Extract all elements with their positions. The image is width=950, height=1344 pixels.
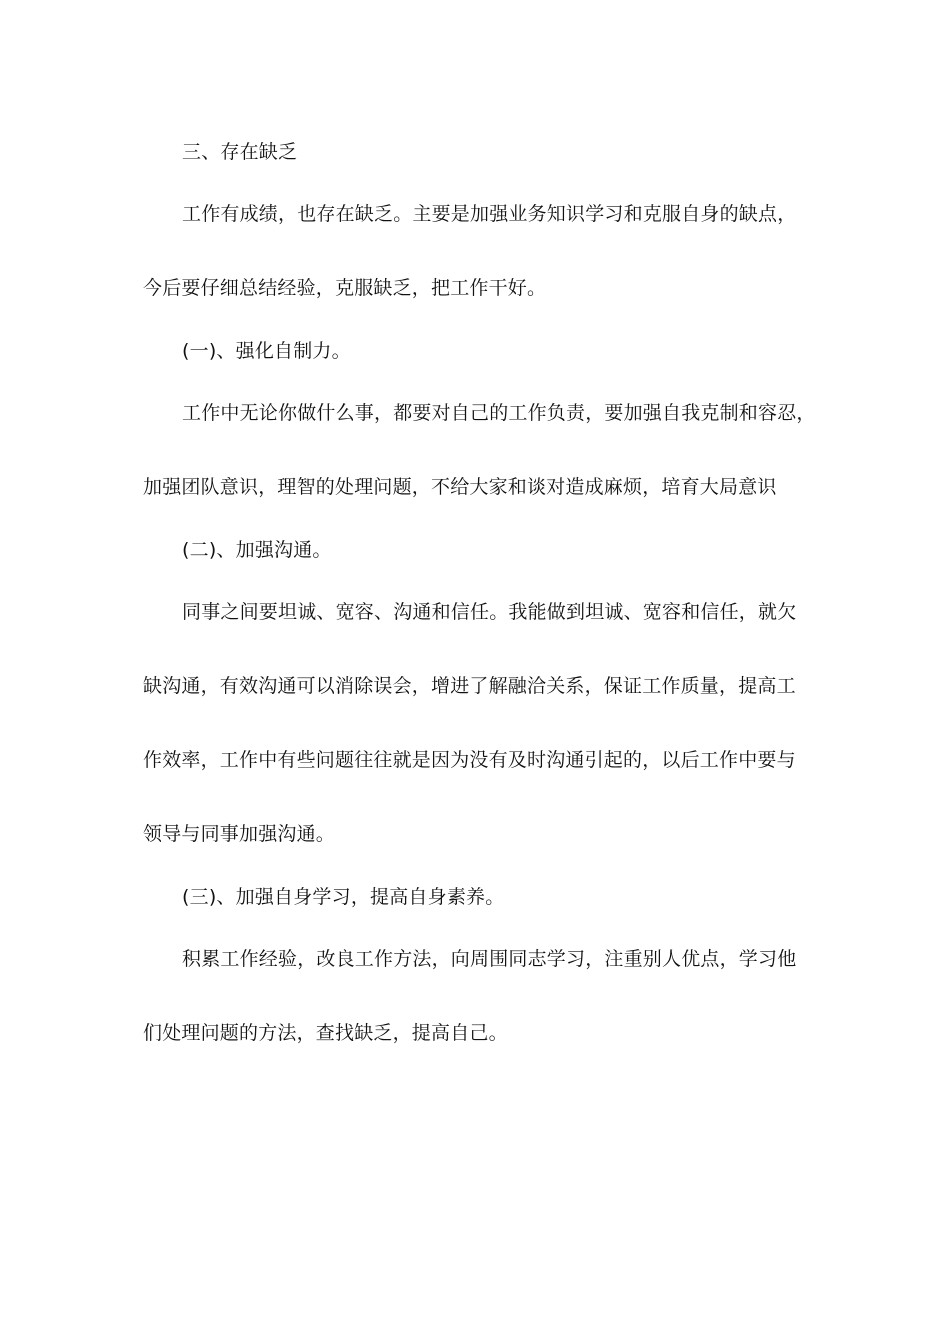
item1-heading: (一)、强化自制力。 — [182, 340, 351, 362]
item1-line-1: 工作中无论你做什么事，都要对自己的工作负责，要加强自我克制和容忍， — [182, 402, 816, 424]
item2-line-2: 缺沟通，有效沟通可以消除误会，增进了解融洽关系，保证工作质量，提高工 — [143, 675, 796, 697]
item2-line-1: 同事之间要坦诚、宽容、沟通和信任。我能做到坦诚、宽容和信任，就欠 — [182, 601, 797, 623]
intro-line-1: 工作有成绩，也存在缺乏。主要是加强业务知识学习和克服自身的缺点， — [182, 203, 797, 225]
item3-heading: (三)、加强自身学习，提高自身素养。 — [182, 886, 505, 908]
item2-line-4: 领导与同事加强沟通。 — [143, 823, 336, 845]
section-heading: 三、存在缺乏 — [182, 141, 298, 163]
item3-line-2: 们处理问题的方法，查找缺乏，提高自己。 — [143, 1022, 508, 1044]
item3-line-1: 积累工作经验，改良工作方法，向周围同志学习，注重别人优点，学习他 — [182, 948, 797, 970]
item2-line-3: 作效率，工作中有些问题往往就是因为没有及时沟通引起的，以后工作中要与 — [143, 749, 796, 771]
item2-heading: (二)、加强沟通。 — [182, 539, 332, 561]
intro-line-2: 今后要仔细总结经验，克服缺乏，把工作干好。 — [143, 277, 547, 299]
item1-line-2: 加强团队意识，理智的处理问题，不给大家和谈对造成麻烦，培育大局意识 — [143, 476, 777, 498]
